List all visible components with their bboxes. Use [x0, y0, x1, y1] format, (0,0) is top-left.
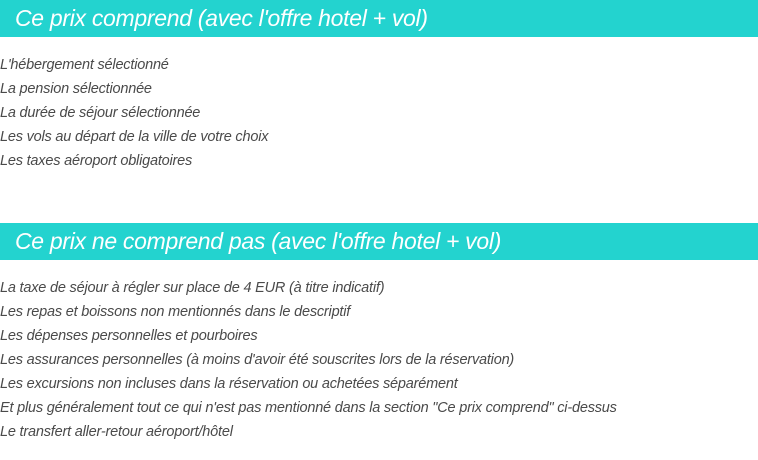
includes-section-title: Ce prix comprend (avec l'offre hotel + vol) — [0, 0, 758, 37]
excludes-item: Les dépenses personnelles et pourboires — [0, 328, 258, 344]
includes-item: L'hébergement sélectionné — [0, 57, 169, 73]
excludes-item: Le transfert aller-retour aéroport/hôtel — [0, 424, 233, 440]
excludes-item: Les excursions non incluses dans la réservation ou achetées séparément — [0, 376, 458, 392]
includes-item: Les taxes aéroport obligatoires — [0, 153, 193, 169]
excludes-item: La taxe de séjour à régler sur place de 4 EUR (à titre indicatif) — [0, 280, 385, 296]
excludes-section-title: Ce prix ne comprend pas (avec l'offre hotel + vol) — [0, 223, 758, 260]
includes-item: La pension sélectionnée — [0, 81, 152, 97]
includes-item: La durée de séjour sélectionnée — [0, 105, 201, 121]
includes-list — [0, 53, 268, 173]
excludes-item: Et plus généralement tout ce qui n'est pas mentionné dans la section "Ce prix comprend" ci-dessus — [0, 400, 617, 416]
excludes-item: Les repas et boissons non mentionnés dans le descriptif — [0, 304, 351, 320]
excludes-list — [0, 276, 617, 444]
includes-item: Les vols au départ de la ville de votre choix — [0, 129, 269, 145]
excludes-item: Les assurances personnelles (à moins d'avoir été souscrites lors de la réservation) — [0, 352, 515, 368]
